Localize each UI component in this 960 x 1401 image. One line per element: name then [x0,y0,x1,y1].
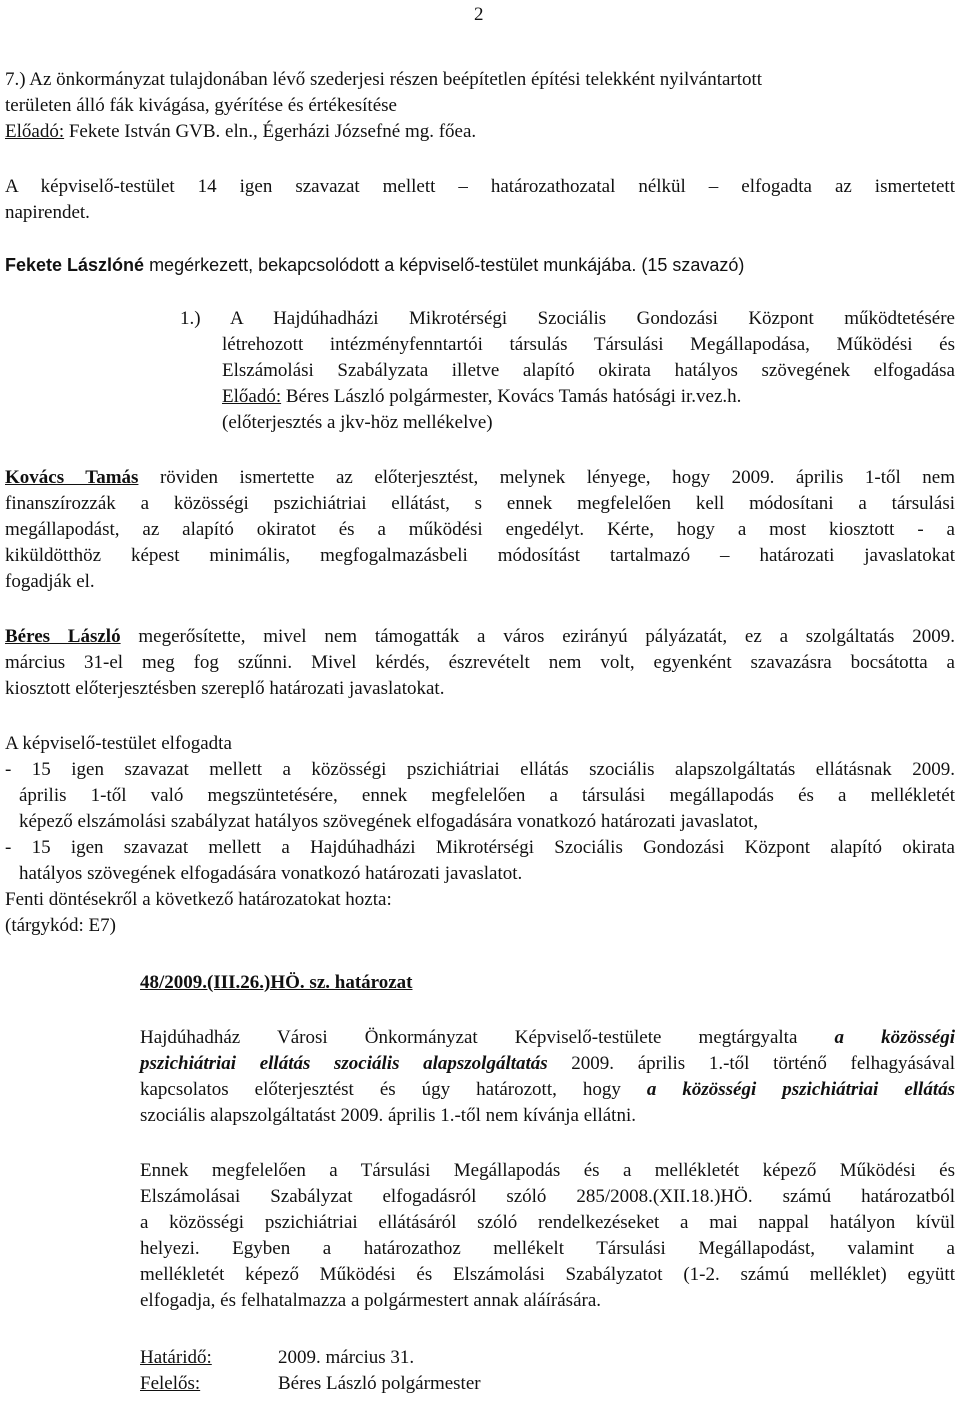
arrival-note [5,254,744,277]
arrival-name: Fekete Lászlóné [5,255,145,275]
beres-name: Béres László [5,626,121,647]
res-p1-l2a: pszichiátriai ellátás szociális alapszolgáltatás [140,1053,548,1074]
vote-b1-line1: - 15 igen szavazat mellett a közösségi pszichiátriai ellátás szociális alapszolgáltatás ellátásnak 2009. [5,759,955,780]
res-p2-line3: a közösségi pszichiátriai ellátásáról szóló rendelkezéseket a mai nappal hatályon kívül [140,1212,955,1233]
res-p1-l3b: a közösségi pszichiátriai ellátás [646,1079,955,1100]
arrival-text: megérkezett, bekapcsolódott a képviselő-testület munkájába. (15 szavazó) [144,255,745,275]
res-p1-line4: szociális alapszolgáltatást 2009. április 1.-től nem kívánja ellátni. [140,1105,636,1126]
kovacs-line5: fogadják el. [5,571,95,592]
vote-b2-line2: hatályos szövegének elfogadására vonatkozó határozati javaslatot. [19,863,523,884]
item7-line2: területen álló fák kivágása, gyérítése és értékesítése [5,95,397,116]
item1-line1: 1.) A Hajdúhadházi Mikrotérségi Szociális Gondozási Központ működtetésére [180,308,955,329]
vote-b2-line1: - 15 igen szavazat mellett a Hajdúhadházi Mikrotérségi Szociális Gondozási Központ alapító okirata [5,837,955,858]
res-p2-line2: Elszámolásai Szabályzat elfogadásról szóló 285/2008.(XII.18.)HÖ. számú határozatból [140,1186,955,1207]
vote-b1-line3: képező elszámolási szabályzat hatályos szövegének elfogadására vonatkozó határozati javaslatot, [19,811,759,832]
page-number: 2 [474,4,484,25]
kovacs-name: Kovács Tamás [5,467,139,488]
agenda-line2: napirendet. [5,202,90,223]
res-p2-line5: mellékletét képező Működési és Elszámolási Szabályzatot (1-2. számú melléklet) együtt [140,1264,955,1285]
res-p1-line2 [140,1052,955,1075]
presenter-label: Előadó: [5,121,65,142]
res-p1-l3a: kapcsolatos előterjesztést és úgy határozott, hogy [140,1079,647,1100]
vote-b1-line2: április 1-től való megszüntetésére, ennek megfelelően a társulási megállapodás és a mellékletét [19,785,955,806]
res-p1-l2b: 2009. április 1.-től történő felhagyásával [547,1053,955,1074]
res-p1-line3 [140,1078,955,1101]
res-p1-line1 [140,1026,955,1049]
beres-line1 [5,625,955,648]
resolution-title: 48/2009.(III.26.)HÖ. sz. határozat [140,972,413,993]
kovacs-line2: finanszírozzák a közösségi pszichiátriai ellátást, s ennek megfelelően kell módosítani a társulási [5,493,955,514]
vote-decisions: Fenti döntésekről a következő határozatokat hozta: [5,889,392,910]
kovacs-line1 [5,466,955,489]
presenter-text: Fekete István GVB. eln., Égerházi Józsefné mg. főea. [64,121,477,142]
item1-attachment: (előterjesztés a jkv-höz mellékelve) [222,412,493,433]
beres-text: megerősítette, mivel nem támogatták a város ezirányú pályázatát, ez a szolgáltatás 2009. [120,626,955,647]
responsible-value: Béres László polgármester [278,1373,481,1394]
item1-presenter-text: Béres László polgármester, Kovács Tamás hatósági ir.vez.h. [281,386,742,407]
item7-presenter [5,120,476,143]
res-p1-l1a: Hajdúhadház Városi Önkormányzat Képviselő-testülete megtárgyalta [140,1027,835,1048]
deadline-value: 2009. március 31. [278,1347,415,1368]
deadline-label: Határidő: [140,1347,212,1368]
item7-line1: 7.) Az önkormányzat tulajdonában lévő szederjesi részen beépítetlen építési telekként nyilvántartott [5,69,763,90]
res-p2-line1: Ennek megfelelően a Társulási Megállapodás és a mellékletét képező Működési és [140,1160,955,1181]
res-p2-line6: elfogadja, és felhatalmazza a polgármestert annak aláírására. [140,1290,602,1311]
responsible-label: Felelős: [140,1373,201,1394]
agenda-line1: A képviselő-testület 14 igen szavazat mellett – határozathozatal nélkül – elfogadta az ismertetett [5,176,955,197]
kovacs-line4: kiküldötthöz képest minimális, megfogalmazásbeli módosítást tartalmazó – határozati javaslatokat [5,545,955,566]
beres-line2: március 31-el meg fog szűnni. Mivel kérdés, észrevételt nem volt, egyenként szavazásra bocsátotta a [5,652,955,673]
beres-line3: kiosztott előterjesztésben szereplő határozati javaslatokat. [5,678,445,699]
res-p1-l1b: a közösségi [834,1027,955,1048]
item1-presenter [222,385,741,408]
vote-heading: A képviselő-testület elfogadta [5,733,232,754]
res-p2-line4: helyezi. Egyben a határozathoz mellékelt Társulási Megállapodást, valamint a [140,1238,955,1259]
kovacs-line3: megállapodást, az alapító okiratot és a működési engedélyt. Kérte, hogy a most kiosztott - a [5,519,955,540]
item1-presenter-label: Előadó: [222,386,282,407]
item1-line2: létrehozott intézményfenntartói társulás Társulási Megállapodása, Működési és [222,334,955,355]
kovacs-text: röviden ismertette az előterjesztést, melynek lényege, hogy 2009. április 1-től nem [138,467,955,488]
vote-code: (tárgykód: E7) [5,915,116,936]
item1-line3: Elszámolási Szabályzata illetve alapító okirata hatályos szövegének elfogadása [222,360,955,381]
